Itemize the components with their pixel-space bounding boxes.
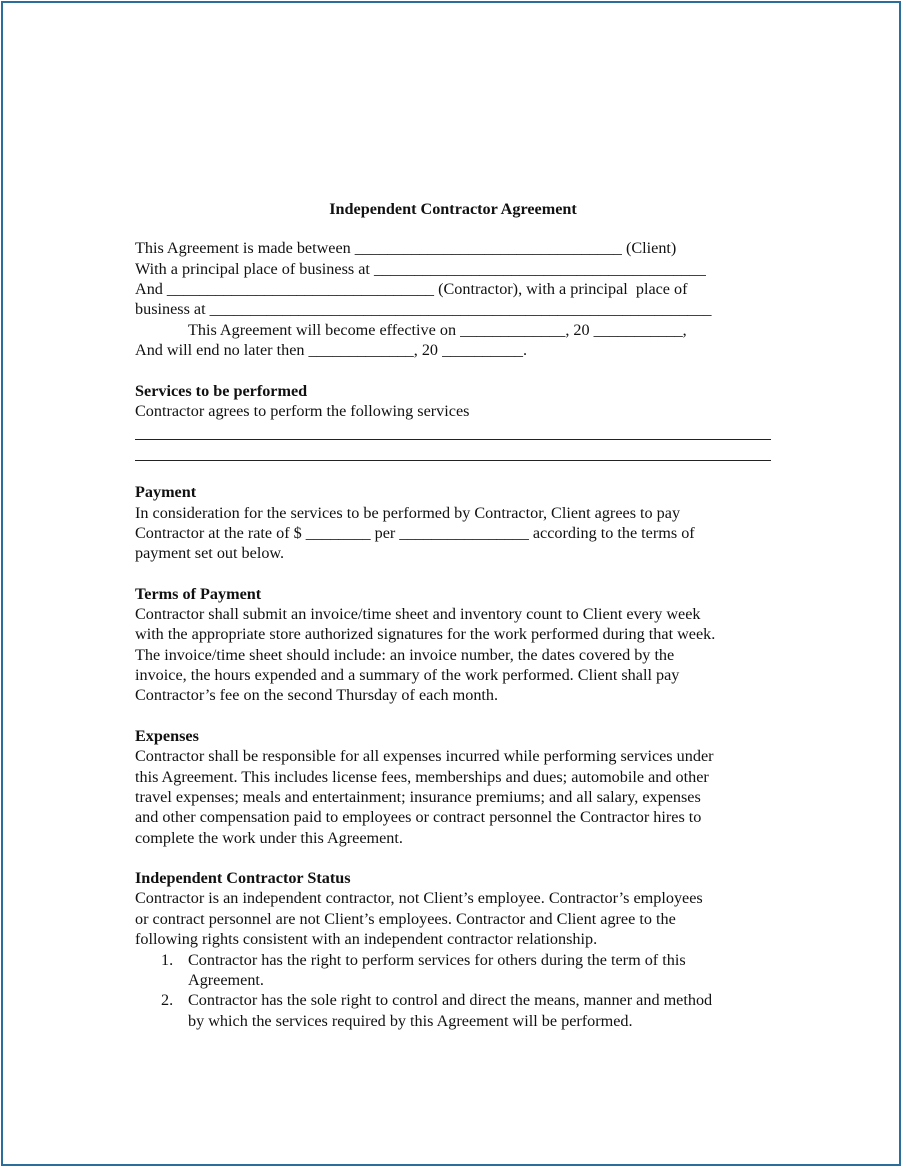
section-text: Contractor’s fee on the second Thursday of each month. xyxy=(135,686,499,704)
section-heading: Independent Contractor Status xyxy=(135,869,351,887)
section-text: this Agreement. This includes license fees, memberships and dues; automobile and other xyxy=(135,768,709,786)
section-heading: Services to be performed xyxy=(135,382,308,400)
section-text: The invoice/time sheet should include: an invoice number, the dates covered by the xyxy=(135,646,675,664)
section-text: Contractor shall submit an invoice/time sheet and inventory count to Client every week xyxy=(135,605,701,623)
list-item-text: Contractor has the sole right to control and direct the means, manner and method xyxy=(188,991,713,1009)
section-text: In consideration for the services to be performed by Contractor, Client agrees to pay xyxy=(135,504,681,522)
section-text: following rights consistent with an independent contractor relationship. xyxy=(135,930,598,948)
section-text: travel expenses; meals and entertainment; insurance premiums; and all salary, expenses xyxy=(135,788,701,806)
section-text: Contractor agrees to perform the following services xyxy=(135,402,470,420)
section-text: invoice, the hours expended and a summary of the work performed. Client shall pay xyxy=(135,666,680,684)
list-number: 1. xyxy=(161,951,174,969)
intro-line: business at ______________________________________________________________ xyxy=(135,300,712,318)
list-number: 2. xyxy=(161,991,174,1009)
intro-line: And _________________________________ (Contractor), with a principal place of xyxy=(135,280,688,298)
list-item-text: by which the services required by this Agreement will be performed. xyxy=(188,1012,633,1030)
document-title: Independent Contractor Agreement xyxy=(329,200,577,218)
section-text: complete the work under this Agreement. xyxy=(135,829,403,847)
section-heading: Expenses xyxy=(135,727,199,745)
intro-line: With a principal place of business at _________________________________________ xyxy=(135,260,706,278)
intro-line: This Agreement will become effective on _____________, 20 ___________, xyxy=(188,321,687,339)
section-text: Contractor at the rate of $ ________ per ________________ according to the terms of xyxy=(135,524,695,542)
blank-line xyxy=(135,460,771,461)
intro-line: And will end no later then _____________, 20 __________. xyxy=(135,341,528,359)
section-text: Contractor is an independent contractor, not Client’s employee. Contractor’s employees xyxy=(135,889,703,907)
section-text: Contractor shall be responsible for all expenses incurred while performing services under xyxy=(135,747,714,765)
list-item-text: Agreement. xyxy=(188,971,264,989)
section-text: payment set out below. xyxy=(135,544,285,562)
section-heading: Terms of Payment xyxy=(135,585,262,603)
section-text: with the appropriate store authorized signatures for the work performed during that week. xyxy=(135,625,716,643)
list-item-text: Contractor has the right to perform services for others during the term of this xyxy=(188,951,686,969)
intro-line: This Agreement is made between _________________________________ (Client) xyxy=(135,239,677,257)
section-text: and other compensation paid to employees or contract personnel the Contractor hires to xyxy=(135,808,702,826)
section-text: or contract personnel are not Client’s employees. Contractor and Client agree to the xyxy=(135,910,676,928)
section-heading: Payment xyxy=(135,483,197,501)
blank-line xyxy=(135,439,771,440)
